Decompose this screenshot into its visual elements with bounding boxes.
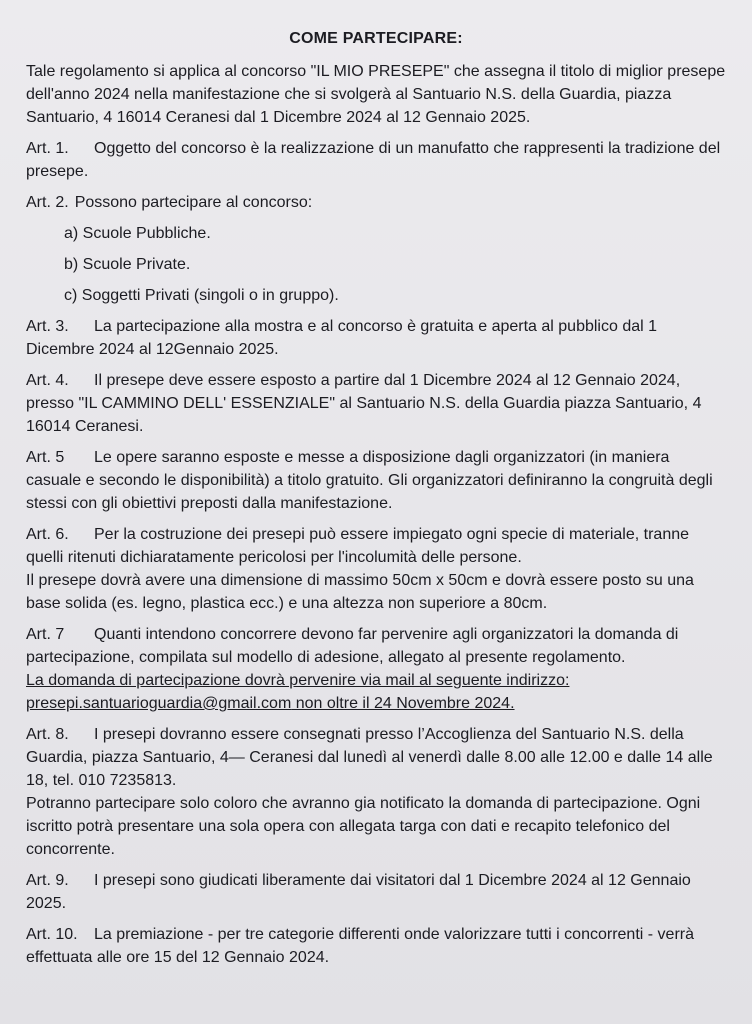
article-number: Art. 5	[26, 449, 65, 466]
article-number: Art. 7	[26, 626, 65, 643]
article-2	[26, 191, 726, 214]
submission-instruction: La domanda di partecipazione dovrà pervenire via mail al seguente indirizzo:	[26, 672, 570, 689]
article-number: Art. 2.	[26, 194, 69, 211]
list-item: a) Scuole Pubbliche.	[64, 225, 211, 242]
article-7	[26, 623, 726, 715]
list-item: c) Soggetti Privati (singoli o in gruppo).	[64, 287, 339, 304]
article-text: Il presepe deve essere esposto a partire dal 1 Dicembre 2024 al 12 Gennaio 2024, presso "IL CAMMINO DELL' ESSENZIALE" al Santuario N.S. della Guardia piazza Santuario, 4 16014 Ceranesi.	[26, 372, 702, 435]
article-5	[26, 446, 726, 515]
article-number: Art. 3.	[26, 318, 69, 335]
article-text-continued: Il presepe dovrà avere una dimensione di massimo 50cm x 50cm e dovrà essere posto su una base solida (es. legno, plastica ecc.) e una altezza non superiore a 80cm.	[26, 572, 694, 612]
article-number: Art. 6.	[26, 526, 69, 543]
page-title: COME PARTECIPARE:	[289, 30, 463, 47]
article-3	[26, 315, 726, 361]
article-text: La premiazione - per tre categorie differenti onde valorizzare tutti i concorrenti - verrà effettuata alle ore 15 del 12 Gennaio 2024.	[26, 926, 694, 966]
article-text: Per la costruzione dei presepi può essere impiegato ogni specie di materiale, tranne quelli ritenuti dichiaratamente pericolosi per l'incolumità delle persone.	[26, 526, 690, 566]
article-number: Art. 9.	[26, 872, 69, 889]
article-text: I presepi dovranno essere consegnati presso l’Accoglienza del Santuario N.S. della Guardia, piazza Santuario, 4— Ceranesi dal lunedì al venerdì dalle 8.00 alle 12.00 e dalle 14 alle 18, tel. 010 7235813.	[26, 726, 713, 789]
article-1	[26, 137, 726, 183]
deadline-text: non oltre il 24 Novembre 2024.	[291, 695, 515, 712]
article-text: Quanti intendono concorrere devono far pervenire agli organizzatori la domanda di partecipazione, compilata sul modello di adesione, allegato al presente regolamento.	[26, 626, 679, 666]
article-4	[26, 369, 726, 438]
email-address: presepi.santuarioguardia@gmail.com	[26, 695, 292, 712]
article-6	[26, 523, 726, 615]
article-8	[26, 723, 726, 861]
list-item: b) Scuole Private.	[64, 256, 191, 273]
article-number: Art. 8.	[26, 726, 69, 743]
article-text: I presepi sono giudicati liberamente dai visitatori dal 1 Dicembre 2024 al 12 Gennaio 2025.	[26, 872, 691, 912]
article-text: Possono partecipare al concorso:	[74, 194, 313, 211]
article-10	[26, 923, 726, 969]
article-number: Art. 4.	[26, 372, 69, 389]
article-text: Oggetto del concorso è la realizzazione di un manufatto che rappresenti la tradizione del presepe.	[26, 140, 721, 180]
article-text: La partecipazione alla mostra e al concorso è gratuita e aperta al pubblico dal 1 Dicembre 2024 al 12Gennaio 2025.	[26, 318, 658, 358]
article-text: Le opere saranno esposte e messe a disposizione dagli organizzatori (in maniera casuale e secondo le disponibilità) a titolo gratuito. Gli organizzatori definiranno la congruità degli stessi con gli obiettivi preposti dalla manifestazione.	[26, 449, 713, 512]
article-number: Art. 1.	[26, 140, 69, 157]
intro-paragraph: Tale regolamento si applica al concorso "IL MIO PRESEPE" che assegna il titolo di miglior presepe dell'anno 2024 nella manifestazione che si svolgerà al Santuario N.S. della Guardia, piazza Santuario, 4 16014 Ceranesi dal 1 Dicembre 2024 al 12 Gennaio 2025.	[26, 63, 726, 126]
article-9	[26, 869, 726, 915]
article-number: Art. 10.	[26, 926, 78, 943]
article-text-continued: Potranno partecipare solo coloro che avranno gia notificato la domanda di partecipazione. Ogni iscritto potrà presentare una sola opera con allegata targa con dati e recapito telefonico del concorrente.	[26, 795, 701, 858]
